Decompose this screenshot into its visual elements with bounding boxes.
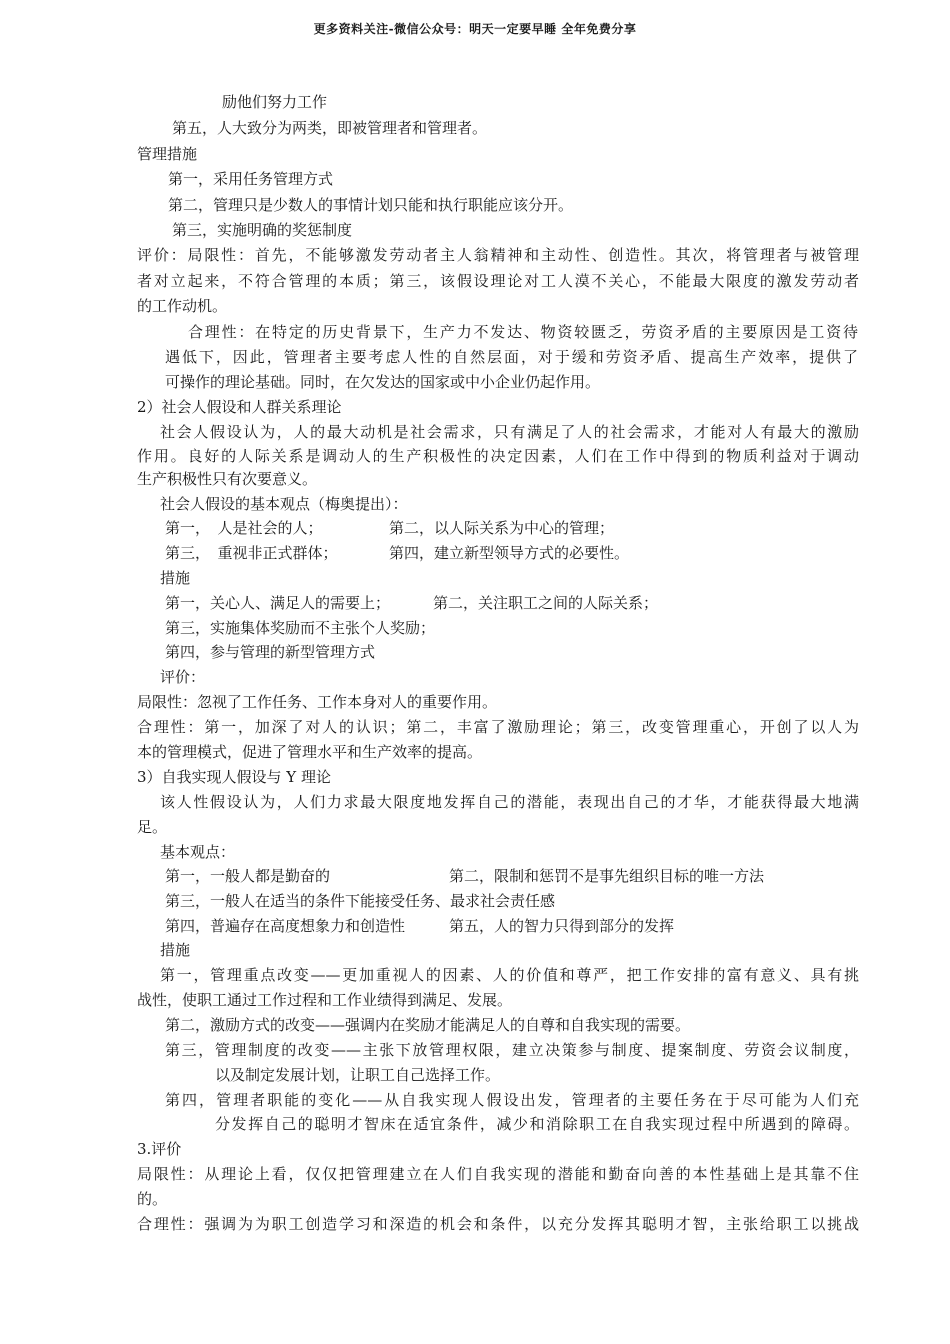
text-line: 第一，管理重点改变——更加重视人的因素、人的价值和尊严，把工作安排的富有意义、具有挑	[160, 966, 859, 984]
section-heading: 措施	[160, 941, 191, 959]
text-line: 第二，限制和惩罚不是事先组织目标的唯一方法	[449, 867, 765, 885]
text-line: 基本观点：	[160, 843, 236, 861]
text-line: 社会人假设认为，人的最大动机是社会需求，只有满足了人的社会需求，才能对人有最大的激励	[160, 423, 859, 441]
text-line: 第二，关注职工之间的人际关系；	[433, 594, 659, 612]
text-line: 第四，建立新型领导方式的必要性。	[389, 544, 630, 562]
text-line: 合理性：第一，加深了对人的认识；第二，丰富了激励理论；第三，改变管理重心，开创了以人为	[137, 718, 859, 736]
text-line: 第二，以人际关系为中心的管理；	[389, 519, 615, 537]
text-line: 局限性：忽视了工作任务、工作本身对人的重要作用。	[137, 693, 498, 711]
section-heading: 管理措施	[137, 145, 198, 163]
text-line: 合理性：强调为为职工创造学习和深造的机会和条件，以充分发挥其聪明才智，主张给职工以挑战	[137, 1215, 859, 1233]
text-line: 遇低下，因此，管理者主要考虑人性的自然层面，对于缓和劳资矛盾、提高生产效率，提供了	[165, 348, 858, 366]
text-line: 第一， 人是社会的人；	[165, 519, 323, 537]
text-line: 战性，使职工通过工作过程和工作业绩得到满足、发展。	[137, 991, 513, 1009]
text-line: 可操作的理论基础。同时，在欠发达的国家或中小企业仍起作用。	[165, 373, 601, 391]
text-line: 足。	[137, 818, 168, 836]
text-line: 第四，参与管理的新型管理方式	[165, 643, 376, 661]
section-heading: 3.评价	[137, 1140, 182, 1158]
section-heading: 措施	[160, 569, 191, 587]
text-line: 第三，管理制度的改变——主张下放管理权限，建立决策参与制度、提案制度、劳资会议制度，	[165, 1041, 859, 1059]
page-header: 更多资料关注-微信公众号：明天一定要早睡 全年免费分享	[313, 22, 637, 36]
text-line: 以及制定发展计划，让职工自己选择工作。	[215, 1066, 501, 1084]
text-line: 第四，管理者职能的变化——从自我实现人假设出发，管理者的主要任务在于尽可能为人们充	[165, 1091, 859, 1109]
text-line: 评价：	[160, 668, 206, 686]
text-line: 第四，普遍存在高度想象力和创造性	[165, 917, 406, 935]
text-line: 分发挥自己的聪明才智床在适宜条件，减少和消除职工在自我实现过程中所遇到的障碍。	[215, 1115, 859, 1133]
text-line: 的。	[137, 1190, 168, 1208]
text-line: 第一，一般人都是勤奋的	[165, 867, 331, 885]
text-line: 社会人假设的基本观点（梅奥提出）：	[160, 495, 408, 513]
text-line: 第五，人的智力只得到部分的发挥	[449, 917, 675, 935]
text-line: 第一，采用任务管理方式	[168, 170, 334, 188]
text-line: 第二，管理只是少数人的事情计划只能和执行职能应该分开。	[168, 196, 574, 214]
text-line: 本的管理模式，促进了管理水平和生产效率的提高。	[137, 743, 483, 761]
text-line: 第一，关心人、满足人的需要上；	[165, 594, 391, 612]
text-line: 第三，一般人在适当的条件下能接受任务、最求社会责任感	[165, 892, 556, 910]
text-line: 者对立起来，不符合管理的本质；第三，该假设理论对工人漠不关心，不能最大限度的激发劳动者	[137, 272, 859, 290]
text-line: 第二，激励方式的改变——强调内在奖励才能满足人的自尊和自我实现的需要。	[165, 1016, 691, 1034]
text-line: 局限性：从理论上看，仅仅把管理建立在人们自我实现的潜能和勤奋向善的本性基础上是其靠不住	[137, 1165, 859, 1183]
text-line: 第三，实施明确的奖惩制度	[172, 221, 353, 239]
text-line: 第五，人大致分为两类，即被管理者和管理者。	[172, 119, 488, 137]
text-line: 的工作动机。	[137, 297, 228, 315]
text-line: 评价：局限性：首先，不能够激发劳动者主人翁精神和主动性、创造性。其次，将管理者与被管理	[137, 246, 859, 264]
text-line: 作用。良好的人际关系是调动人的生产积极性的决定因素，人们在工作中得到的物质利益对于调动	[137, 447, 859, 465]
text-line: 励他们努力工作	[222, 93, 328, 111]
section-heading: 3）自我实现人假设与 Y 理论	[137, 768, 331, 786]
section-heading: 2）社会人假设和人群关系理论	[137, 398, 342, 416]
text-line: 第三，实施集体奖励而不主张个人奖励；	[165, 619, 436, 637]
text-line: 该人性假设认为，人们力求最大限度地发挥自己的潜能，表现出自己的才华，才能获得最大地满	[160, 793, 859, 811]
text-line: 合理性：在特定的历史背景下，生产力不发达、物资较匮乏，劳资矛盾的主要原因是工资待	[188, 323, 858, 341]
text-line: 第三， 重视非正式群体；	[165, 544, 338, 562]
text-line: 生产积极性只有次要意义。	[137, 470, 318, 488]
